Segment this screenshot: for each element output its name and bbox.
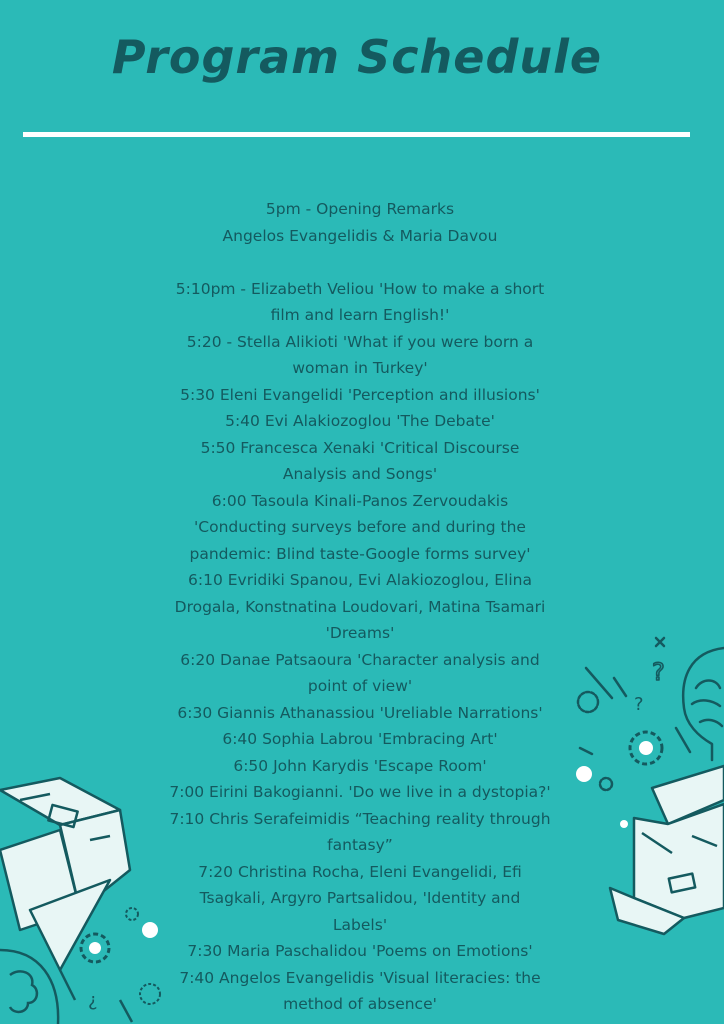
schedule-line: 'Dreams' xyxy=(325,624,395,642)
gear-icon xyxy=(630,732,662,764)
schedule-spacer xyxy=(140,249,580,276)
schedule-line: 5pm - Opening Remarks xyxy=(265,200,455,218)
schedule-line: Analysis and Songs' xyxy=(282,465,438,483)
schedule-line: Angelos Evangelidis & Maria Davou xyxy=(222,226,498,245)
schedule-line: 5:10pm - Elizabeth Veliou 'How to make a short xyxy=(175,279,545,298)
schedule-line: method of absence' xyxy=(283,995,437,1013)
schedule-line: fantasy” xyxy=(327,836,393,854)
schedule-line: 6:00 Tasoula Kinali-Panos Zervoudakis xyxy=(211,491,509,510)
page-title: Program Schedule xyxy=(111,30,603,84)
schedule-line: 5:30 Eleni Evangelidi 'Perception and illusions' xyxy=(180,385,540,404)
lightbulb-brain-illustration xyxy=(572,628,724,938)
gear-icon xyxy=(81,934,109,962)
schedule-line: 7:20 Christina Rocha, Eleni Evangelidi, Efi xyxy=(198,862,522,881)
schedule-line: 6:40 Sophia Labrou 'Embracing Art' xyxy=(222,730,498,748)
schedule-line: pandemic: Blind taste-Google forms survey' xyxy=(189,544,531,563)
schedule-line: 7:10 Chris Serafeimidis “Teaching reality through xyxy=(169,809,551,828)
schedule-line: film and learn English!' xyxy=(270,306,450,324)
schedule-line: 'Conducting surveys before and during the xyxy=(194,518,526,536)
schedule-list xyxy=(140,196,580,1018)
schedule-line: point of view' xyxy=(307,677,413,695)
schedule-line: 6:10 Evridiki Spanou, Evi Alakiozoglou, Elina xyxy=(188,571,532,589)
schedule-line: 5:40 Evi Alakiozoglou 'The Debate' xyxy=(225,412,495,430)
schedule-line: 7:30 Maria Paschalidou 'Poems on Emotions' xyxy=(187,942,533,960)
schedule-line: 7:00 Eirini Bakogianni. 'Do we live in a dystopia?' xyxy=(169,783,551,801)
schedule-line: woman in Turkey' xyxy=(292,359,428,377)
schedule-line: Drogala, Konstnatina Loudovari, Matina Tsamari xyxy=(174,597,546,616)
question-mark-icon: ? xyxy=(652,658,665,686)
title-divider xyxy=(23,132,690,137)
schedule-line: 5:20 - Stella Alikioti 'What if you were born a xyxy=(186,332,534,351)
schedule-line: Labels' xyxy=(332,915,388,934)
schedule-line: 6:20 Danae Patsaoura 'Character analysis and xyxy=(180,650,540,669)
lightbulb-brain-illustration xyxy=(0,950,98,1024)
schedule-line: Tsagkali, Argyro Partsalidou, 'Identity and xyxy=(199,889,521,907)
open-box-illustration xyxy=(610,766,724,934)
svg-text:?: ? xyxy=(634,694,644,715)
open-box-illustration xyxy=(0,770,200,1024)
schedule-line: 6:30 Giannis Athanassiou 'Ureliable Narrations' xyxy=(177,703,543,722)
schedule-line: 7:40 Angelos Evangelidis 'Visual literacies: the xyxy=(179,968,541,987)
schedule-line: 5:50 Francesca Xenaki 'Critical Discourse xyxy=(200,438,520,457)
question-mark-icon: ¿ xyxy=(88,990,98,1011)
schedule-line: 6:50 John Karydis 'Escape Room' xyxy=(233,756,487,775)
